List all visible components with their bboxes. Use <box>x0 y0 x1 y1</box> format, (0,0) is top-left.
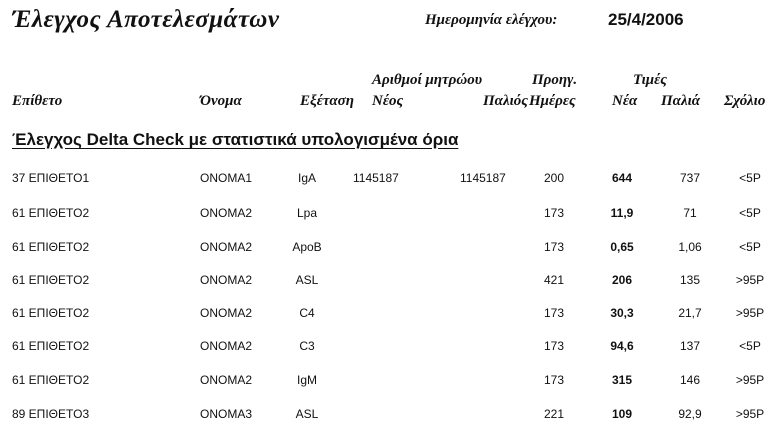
cell-value-old: 71 <box>683 206 697 220</box>
cell-surname: 61 ΕΠΙΘΕΤΟ2 <box>12 339 90 353</box>
cell-days: 173 <box>543 339 565 353</box>
header-registry-old: Παλιός <box>483 93 528 109</box>
cell-surname: 37 ΕΠΙΘΕΤΟ1 <box>12 171 90 185</box>
table-row <box>0 240 783 260</box>
cell-value-new: 94,6 <box>610 339 634 353</box>
header-test: Εξέταση <box>300 93 354 109</box>
cell-days: 173 <box>543 373 565 387</box>
cell-name: ΟΝΟΜΑ2 <box>200 273 253 287</box>
cell-name: ΟΝΟΜΑ1 <box>200 171 253 185</box>
cell-value-old: 137 <box>679 339 701 353</box>
cell-test: ApoB <box>292 240 322 254</box>
table-row <box>0 373 783 393</box>
section-title: Έλεγχος Delta Check με στατιστικά υπολογισμένα όρια <box>12 130 459 149</box>
cell-comment: >95P <box>735 407 765 421</box>
cell-value-new: 109 <box>611 407 633 421</box>
cell-test: ASL <box>295 273 319 287</box>
header-registry-group: Αριθμοί μητρώου <box>372 72 483 88</box>
cell-comment: <5P <box>739 206 761 220</box>
check-date-label: Ημερομηνία ελέγχου: <box>425 12 558 28</box>
cell-value-old: 135 <box>679 273 701 287</box>
table-row <box>0 206 783 226</box>
cell-surname: 61 ΕΠΙΘΕΤΟ2 <box>12 306 90 320</box>
cell-test: IgM <box>296 373 317 387</box>
check-date-value: 25/4/2006 <box>608 10 684 29</box>
cell-comment: <5P <box>739 339 761 353</box>
cell-test: ASL <box>295 407 319 421</box>
header-registry-new: Νέος <box>372 93 404 109</box>
cell-value-new: 315 <box>611 373 633 387</box>
cell-name: ΟΝΟΜΑ2 <box>200 240 253 254</box>
cell-comment: <5P <box>739 171 761 185</box>
cell-name: ΟΝΟΜΑ2 <box>200 306 253 320</box>
header-comment: Σχόλιο <box>724 93 766 109</box>
cell-comment: >95P <box>735 306 765 320</box>
table-row <box>0 339 783 359</box>
header-prev-top: Προηγ. <box>532 72 578 88</box>
cell-surname: 61 ΕΠΙΘΕΤΟ2 <box>12 206 90 220</box>
table-row <box>0 306 783 326</box>
cell-value-new: 644 <box>611 171 633 185</box>
cell-value-old: 21,7 <box>678 306 702 320</box>
cell-surname: 61 ΕΠΙΘΕΤΟ2 <box>12 273 90 287</box>
report-title: Έλεγχος Αποτελεσμάτων <box>12 6 280 33</box>
cell-surname: 61 ΕΠΙΘΕΤΟ2 <box>12 373 90 387</box>
cell-value-old: 92,9 <box>678 407 702 421</box>
cell-surname: 61 ΕΠΙΘΕΤΟ2 <box>12 240 90 254</box>
cell-comment: <5P <box>739 240 761 254</box>
cell-comment: >95P <box>735 373 765 387</box>
cell-test: C3 <box>299 339 315 353</box>
cell-days: 221 <box>543 407 565 421</box>
table-row <box>0 273 783 293</box>
cell-new-id: 1145187 <box>353 171 399 185</box>
cell-value-new: 0,65 <box>610 240 634 254</box>
cell-days: 173 <box>543 306 565 320</box>
cell-value-old: 737 <box>679 171 701 185</box>
cell-days: 173 <box>543 240 565 254</box>
cell-surname: 89 ΕΠΙΘΕΤΟ3 <box>12 407 90 421</box>
cell-name: ΟΝΟΜΑ2 <box>200 339 253 353</box>
cell-name: ΟΝΟΜΑ2 <box>200 373 253 387</box>
header-values-old: Παλιά <box>661 93 701 109</box>
table-row <box>0 171 783 191</box>
cell-days: 173 <box>543 206 565 220</box>
cell-value-new: 206 <box>611 273 633 287</box>
cell-days: 421 <box>543 273 565 287</box>
header-surname: Επίθετο <box>12 93 63 109</box>
table-row <box>0 407 783 427</box>
cell-old-id: 1145187 <box>460 171 506 185</box>
cell-test: Lpa <box>296 206 318 220</box>
cell-value-new: 30,3 <box>610 306 634 320</box>
header-prev-bottom: Ημέρες <box>529 93 576 109</box>
header-name: Όνομα <box>200 93 242 109</box>
cell-comment: >95P <box>735 273 765 287</box>
cell-name: ΟΝΟΜΑ3 <box>200 407 253 421</box>
cell-value-old: 1,06 <box>678 240 702 254</box>
cell-value-new: 11,9 <box>610 206 634 220</box>
cell-name: ΟΝΟΜΑ2 <box>200 206 253 220</box>
cell-test: C4 <box>299 306 315 320</box>
cell-days: 200 <box>543 171 565 185</box>
cell-test: IgA <box>297 171 316 185</box>
header-values-group: Τιμές <box>633 72 667 88</box>
cell-value-old: 146 <box>679 373 701 387</box>
header-values-new: Νέα <box>612 93 638 109</box>
